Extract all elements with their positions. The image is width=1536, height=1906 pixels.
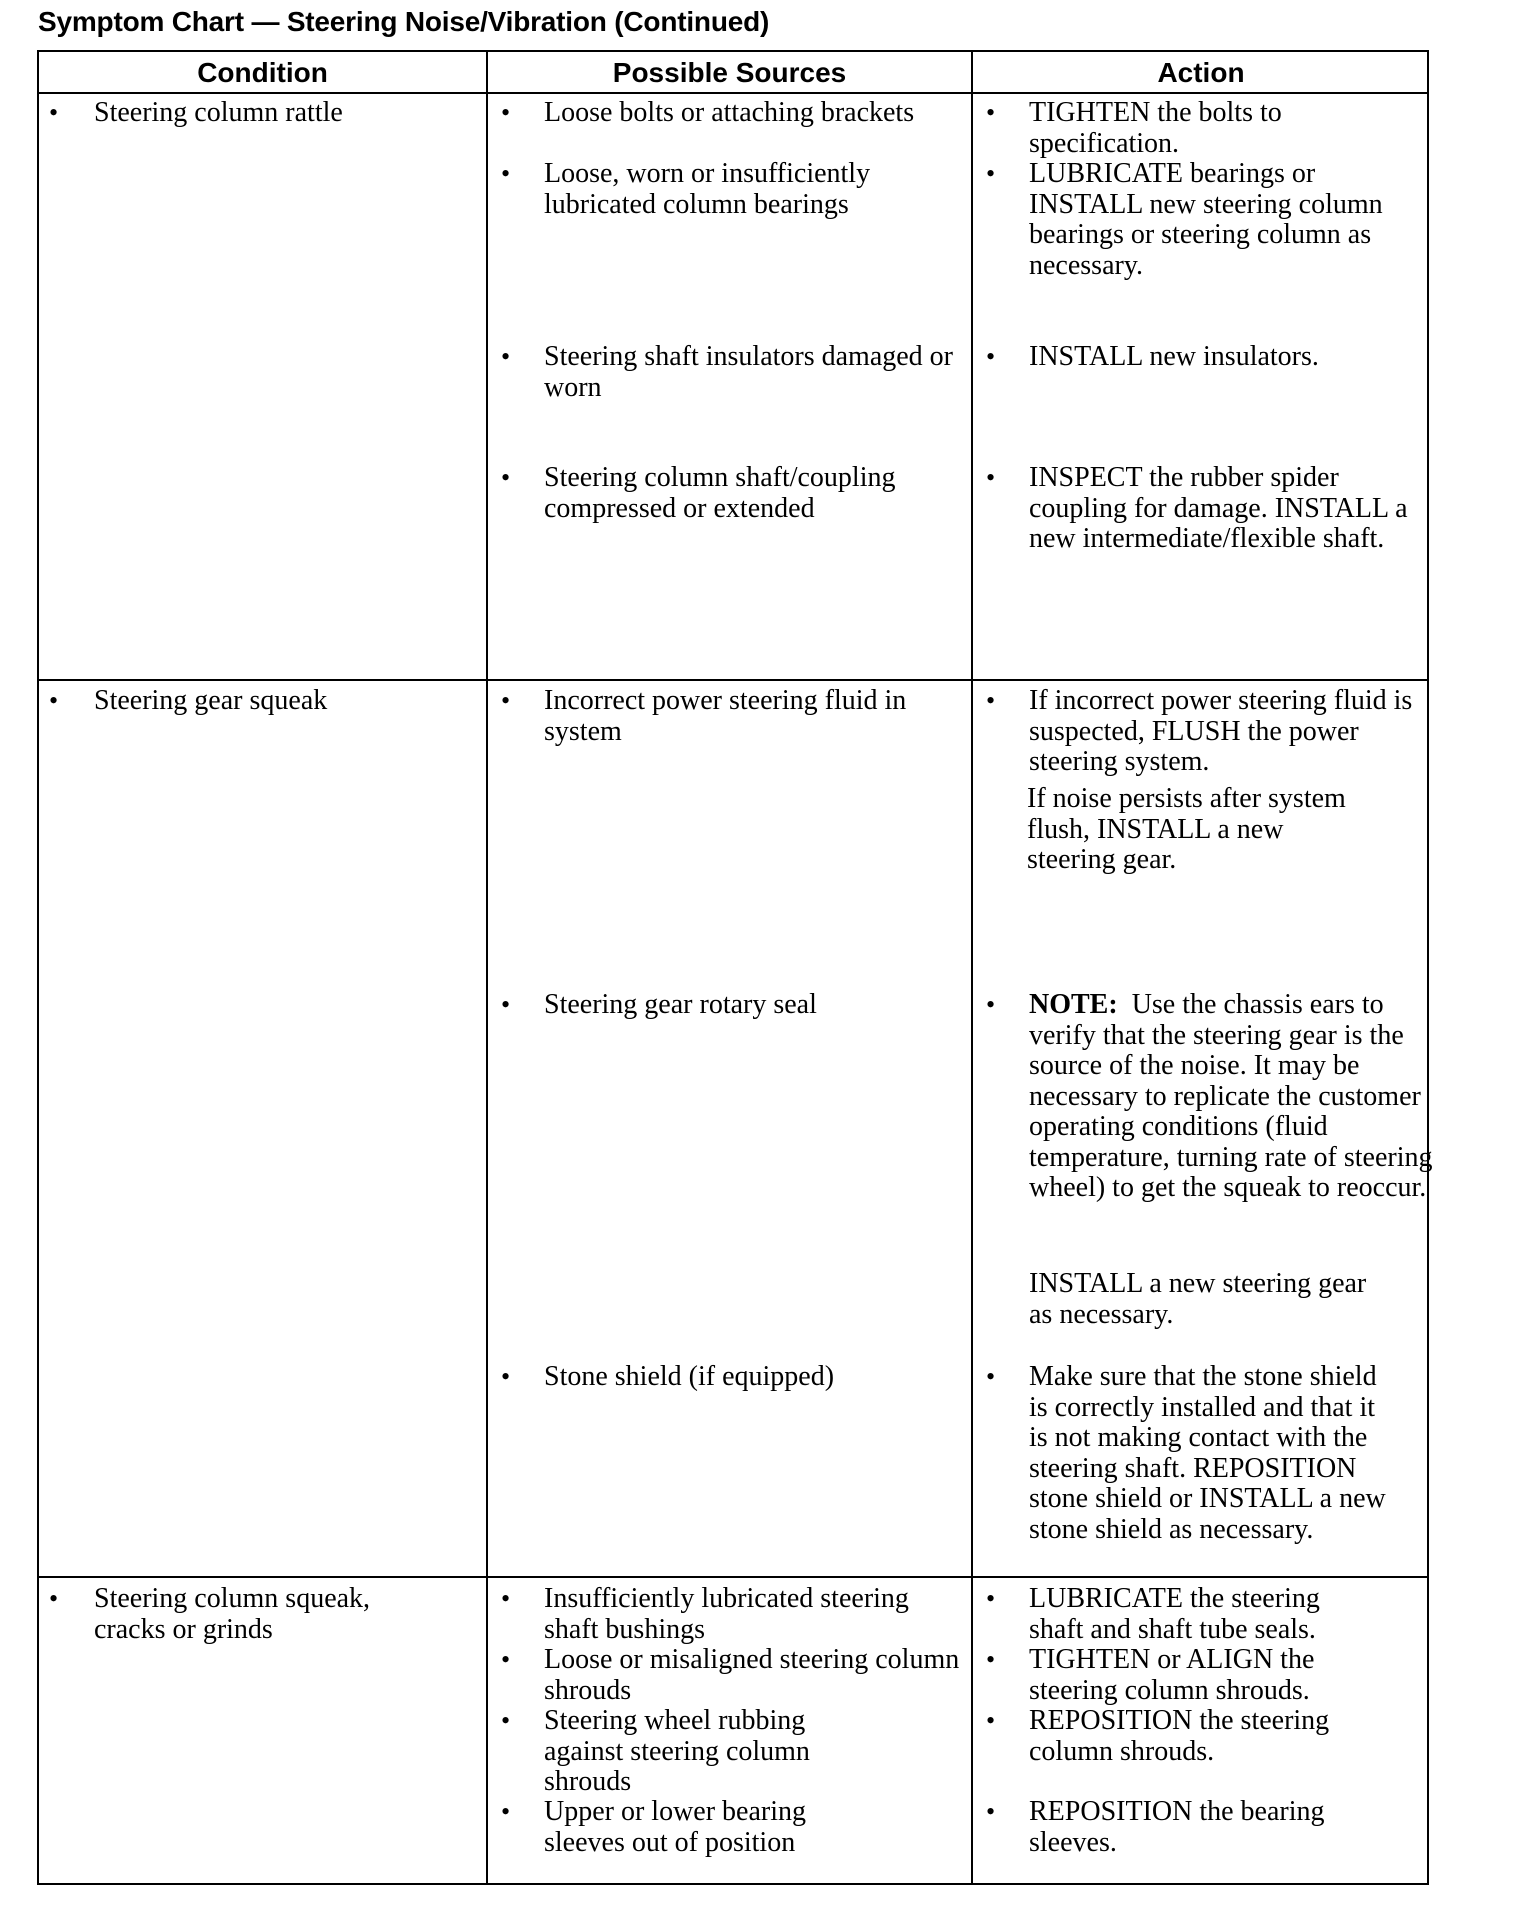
bullet-icon: • [501, 159, 511, 188]
bullet-icon: • [501, 98, 511, 127]
symptom-table [37, 50, 1433, 1885]
source-text: Steering column shaft/coupling compressed or extended [544, 462, 896, 524]
source-text: Steering gear rotary seal [544, 989, 817, 1020]
note-text: Use the chassis ears to verify that the steering gear is the source of the noise. It may be necessary to replicate the customer operating conditions (fluid temperature, turning rate of steering wheel) to get the squeak to reoccur. [1029, 989, 1433, 1203]
bullet-icon: • [49, 686, 59, 715]
bullet-icon: • [501, 1584, 511, 1613]
action-note [1029, 990, 1433, 1204]
condition-text: Steering column rattle [94, 97, 343, 128]
bullet-icon: • [986, 1797, 996, 1826]
bullet-icon: • [501, 1362, 511, 1391]
bullet-icon: • [501, 342, 511, 371]
bullet-icon: • [501, 990, 511, 1019]
bullet-icon: • [501, 1645, 511, 1674]
bullet-icon: • [49, 1584, 59, 1613]
row-divider [39, 1576, 1427, 1578]
bullet-icon: • [986, 98, 996, 127]
condition-text: Steering gear squeak [94, 685, 328, 716]
column-divider [971, 52, 973, 1883]
header-divider [39, 92, 1427, 94]
bullet-icon: • [986, 463, 996, 492]
header-action: Action [1157, 57, 1245, 88]
condition-text: Steering column squeak, cracks or grinds [94, 1583, 371, 1645]
action-text: Make sure that the stone shield is correctly installed and that it is not making contact with the steering shaft. REPOSITION stone shield or INSTALL a new stone shield as necessary. [1029, 1361, 1386, 1545]
action-text: INSTALL new insulators. [1029, 341, 1319, 372]
action-text: REPOSITION the bearing sleeves. [1029, 1796, 1325, 1858]
action-text: TIGHTEN the bolts to specification. [1029, 97, 1282, 159]
action-text: REPOSITION the steering column shrouds. [1029, 1705, 1330, 1767]
header-condition: Condition [197, 57, 328, 88]
source-text: Incorrect power steering fluid in system [544, 685, 907, 747]
bullet-icon: • [986, 686, 996, 715]
bullet-icon: • [501, 686, 511, 715]
note-label: NOTE: [1029, 989, 1118, 1020]
bullet-icon: • [986, 990, 996, 1019]
action-text: LUBRICATE the steering shaft and shaft tube seals. [1029, 1583, 1320, 1645]
bullet-icon: • [986, 1706, 996, 1735]
source-text: Upper or lower bearing sleeves out of position [544, 1796, 807, 1858]
bullet-icon: • [501, 1706, 511, 1735]
action-text: INSTALL a new steering gear as necessary. [1029, 1268, 1367, 1330]
bullet-icon: • [986, 159, 996, 188]
source-text: Stone shield (if equipped) [544, 1361, 835, 1392]
source-text: Insufficiently lubricated steering shaft bushings [544, 1583, 909, 1645]
bullet-icon: • [501, 1797, 511, 1826]
action-text: If noise persists after system flush, INSTALL a new steering gear. [1027, 783, 1346, 875]
action-text: LUBRICATE bearings or INSTALL new steering column bearings or steering column as necessary. [1029, 158, 1383, 281]
bullet-icon: • [49, 98, 59, 127]
source-text: Steering wheel rubbing against steering column shrouds [544, 1705, 810, 1797]
page-title: Symptom Chart — Steering Noise/Vibration (Continued) [38, 6, 770, 37]
source-text: Loose bolts or attaching brackets [544, 97, 915, 128]
bullet-icon: • [986, 1362, 996, 1391]
source-text: Loose or misaligned steering column shrouds [544, 1644, 960, 1706]
bullet-icon: • [986, 1584, 996, 1613]
column-divider [486, 52, 488, 1883]
bullet-icon: • [986, 1645, 996, 1674]
source-text: Loose, worn or insufficiently lubricated column bearings [544, 158, 871, 220]
action-text: If incorrect power steering fluid is suspected, FLUSH the power steering system. [1029, 685, 1413, 777]
source-text: Steering shaft insulators damaged or worn [544, 341, 954, 403]
action-text: TIGHTEN or ALIGN the steering column shrouds. [1029, 1644, 1315, 1706]
header-possible-sources: Possible Sources [612, 57, 847, 88]
row-divider [39, 679, 1427, 681]
bullet-icon: • [501, 463, 511, 492]
action-text: INSPECT the rubber spider coupling for damage. INSTALL a new intermediate/flexible shaft. [1029, 462, 1408, 554]
bullet-icon: • [986, 342, 996, 371]
